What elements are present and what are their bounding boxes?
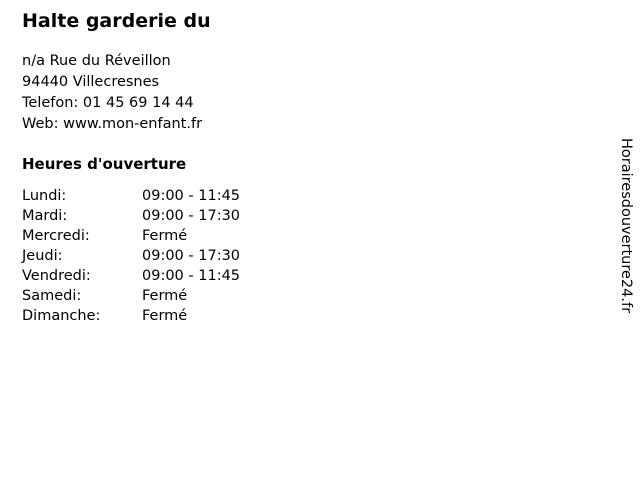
day-hours: 09:00 - 11:45: [142, 267, 241, 284]
day-label: Mercredi:: [22, 227, 90, 244]
address-web: Web: www.mon-enfant.fr: [22, 115, 203, 132]
day-label: Mardi:: [22, 207, 68, 224]
table-row: [22, 266, 302, 286]
day-label: Jeudi:: [22, 247, 63, 264]
page-title: Halte garderie du: [22, 10, 211, 32]
day-label: Samedi:: [22, 287, 82, 304]
address-phone: Telefon: 01 45 69 14 44: [22, 94, 194, 111]
address-city: 94440 Villecresnes: [22, 73, 160, 90]
opening-hours-table: [22, 186, 302, 326]
table-row: [22, 246, 302, 266]
day-hours: Fermé: [142, 307, 188, 324]
watermark-text: Horairesdouverture24.fr: [618, 138, 634, 314]
table-row: [22, 186, 302, 206]
day-hours: Fermé: [142, 287, 188, 304]
day-hours: Fermé: [142, 227, 188, 244]
address-street: n/a Rue du Réveillon: [22, 52, 171, 69]
day-hours: 09:00 - 11:45: [142, 187, 241, 204]
day-label: Dimanche:: [22, 307, 101, 324]
content-container: [22, 10, 582, 326]
opening-hours-heading: Heures d'ouverture: [22, 154, 187, 173]
day-hours: 09:00 - 17:30: [142, 247, 241, 264]
day-label: Vendredi:: [22, 267, 91, 284]
table-row: [22, 286, 302, 306]
table-row: [22, 306, 302, 326]
day-label: Lundi:: [22, 187, 67, 204]
day-hours: 09:00 - 17:30: [142, 207, 241, 224]
address-block: [22, 51, 582, 135]
table-row: [22, 206, 302, 226]
table-row: [22, 226, 302, 246]
